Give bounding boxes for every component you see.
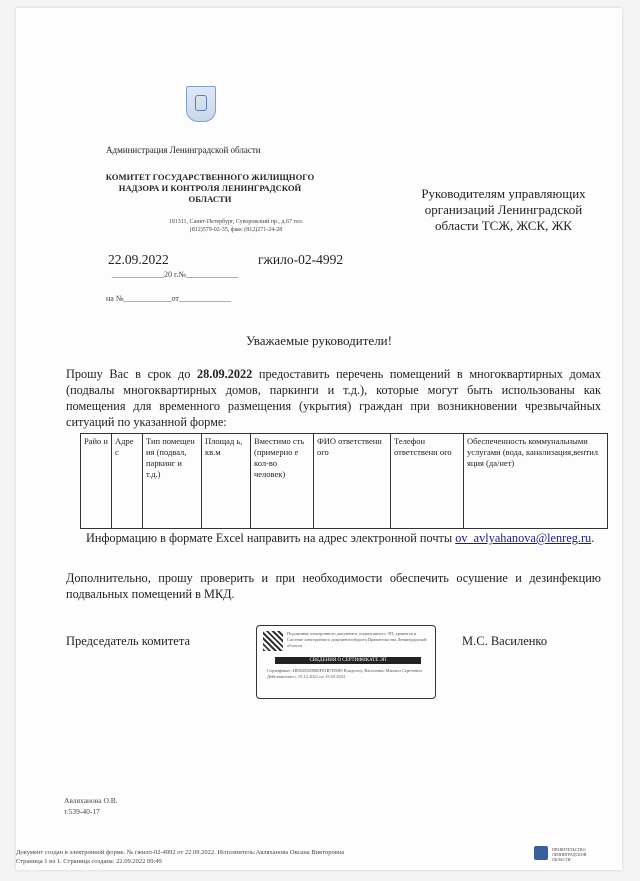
request-paragraph xyxy=(66,366,601,430)
table-header-cell: Тип помещен ия (подвал, паркинг и т.д.) xyxy=(143,434,202,529)
request-text-end: предоставить перечень помещений в многоквартирных домах (подвалы многоквартирных домов, паркинги и т.д.), которые могут быть использованы как помещения для временного размещения (укрытия) граждан при возникновении чрезвычайных ситуаций по указанной форме: xyxy=(66,367,601,429)
table-header-cell: Райо н xyxy=(81,434,112,529)
government-logo-icon xyxy=(534,846,548,860)
document-footer xyxy=(16,848,344,866)
stamp-text: Подлинник электронного документа, подписанного ЭП, хранится в Системе электронного документооборота Правительства Ленинградской области xyxy=(287,631,427,648)
table-header-cell: Площад ь, кв.м xyxy=(202,434,251,529)
greeting: Уважаемые руководители! xyxy=(246,333,392,348)
signer-position: Председатель комитета xyxy=(66,634,190,648)
email-link[interactable]: ov_avlyahanova@lenreg.ru xyxy=(455,531,592,545)
additional-paragraph: Дополнительно, прошу проверить и при необходимости обеспечить осушение и дезинфекцию подвальных помещений в МКД. xyxy=(66,571,601,601)
administration-name: Администрация Ленинградской области xyxy=(106,145,261,155)
executor-phone: т.539-40-17 xyxy=(64,807,100,816)
addressee-block: Руководителям управляющих организаций Ленинградской области ТСЖ, ЖСК, ЖК xyxy=(421,186,586,233)
stamp-emblem-icon xyxy=(263,631,283,651)
committee-name: КОМИТЕТ ГОСУДАРСТВЕННОГО ЖИЛИЩНОГО НАДЗОРА И КОНТРОЛЯ ЛЕНИНГРАДСКОЙ ОБЛАСТИ xyxy=(105,172,315,204)
table-header-cell: ФИО ответственн ого xyxy=(314,434,391,529)
reference-line: на №____________от_____________ xyxy=(106,294,231,303)
document-number: гжило-02-4992 xyxy=(258,252,344,267)
table-header-cell: Обеспеченность коммунальными услугами (вода, канализация,вентил яция (да/нет) xyxy=(464,434,608,529)
request-text-start: Прошу Вас в срок до xyxy=(66,367,197,381)
executor-name: Авляханова О.В. xyxy=(64,796,118,805)
electronic-signature-stamp xyxy=(256,625,436,699)
table-row xyxy=(81,434,608,529)
table-header-cell: Телефон ответственн ого xyxy=(391,434,464,529)
table-header-cell: Вместимо сть (примерно е кол-во человек) xyxy=(251,434,314,529)
footer-line-1: Документ создан в электронной форме. № гжило-02-4992 от 22.09.2022. Исполнитель:Авляханова Оксана Викторовна xyxy=(16,849,345,856)
table-header-cell: Адре с xyxy=(112,434,143,529)
document-date: 22.09.2022 xyxy=(108,252,169,267)
stamp-band: СВЕДЕНИЯ О СЕРТИФИКАТЕ ЭП xyxy=(275,657,421,664)
document-page xyxy=(16,8,622,870)
footer-line-2: Страница 1 из 1. Страница создана: 22.09.2022 09:49 xyxy=(16,858,162,865)
stamp-certificate-info: Сертификат: 4B002E2E8B0F81B7D5B9 Владелец: Василенко Михаил Сергеевич Действителен с 15.12.2021 по 15.03.2023 xyxy=(267,668,422,679)
signer-name: М.С. Василенко xyxy=(462,634,548,648)
report-form-table xyxy=(80,433,608,529)
coat-of-arms-icon xyxy=(186,86,216,122)
footer-logo-text: ПРАВИТЕЛЬСТВО ЛЕНИНГРАДСКОЙ ОБЛАСТИ xyxy=(552,847,587,862)
deadline-date: 28.09.2022 xyxy=(196,367,253,381)
info-paragraph: Информацию в формате Excel направить на адрес электронной почты ov_avlyahanova@lenreg.ru. xyxy=(86,531,595,545)
registration-line: _____________20 г.№_____________ xyxy=(112,270,239,279)
info-text: Информацию в формате Excel направить на адрес электронной почты xyxy=(86,531,453,545)
committee-address: 191311, Санкт-Петербург, Суворовский пр., д.67 тел. (812)579-02-35, факс (812)271-24-28 xyxy=(168,219,304,233)
